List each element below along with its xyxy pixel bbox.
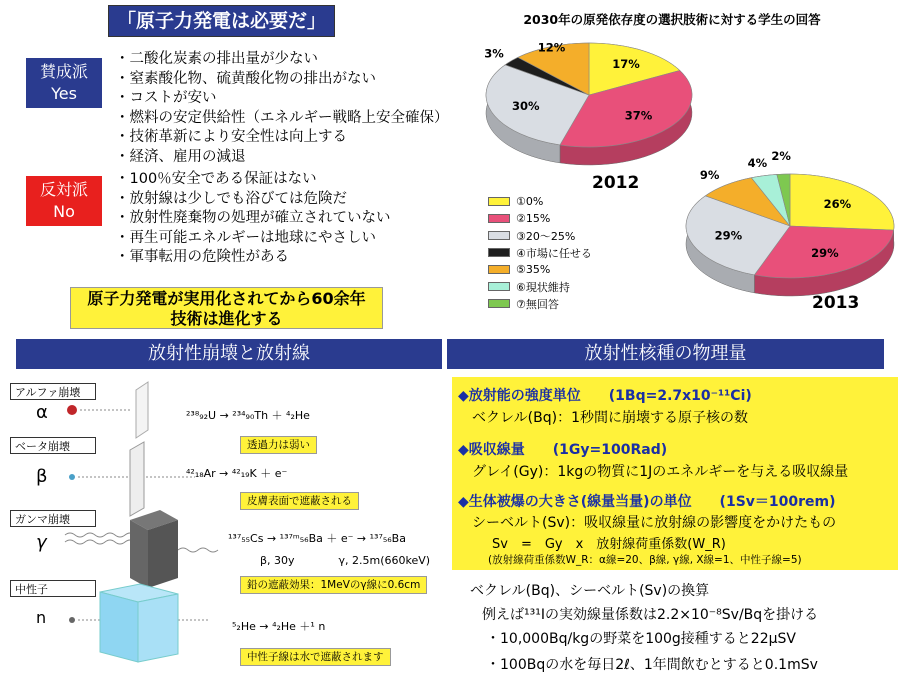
legend-swatch: [488, 299, 510, 308]
legend-item: [488, 227, 592, 244]
lead-block-front: [148, 520, 178, 588]
pie-label: 12%: [537, 40, 566, 55]
water-block-left: [100, 592, 138, 662]
yes-list: [115, 50, 449, 168]
legend-swatch: [488, 265, 510, 274]
legend-label: ⑤35%: [516, 263, 551, 276]
lead-block-left: [130, 520, 148, 588]
gamma-note: 鉛の遮蔽効果：1MeVのγ線に0.6cm: [240, 576, 427, 594]
right-section-header: 放射性核種の物理量: [447, 339, 884, 369]
dose-equivalent-title: ◆生体被爆の大きさ(線量当量)の単位 (1Sv＝100rem): [458, 494, 836, 510]
pie-label: 17%: [612, 56, 640, 71]
legend-label: ④市場に任せる: [516, 246, 592, 260]
conversion-title: ベクレル(Bq)、シーベルト(Sv)の換算: [470, 583, 710, 599]
no-label-jp: 反対派: [39, 180, 88, 199]
aluminium-shield: [130, 442, 144, 516]
legend-swatch: [488, 248, 510, 257]
legend-label: ⑥現状維持: [516, 280, 570, 294]
legend-item: [488, 295, 592, 312]
beta-label: ベータ崩壊: [10, 437, 96, 454]
pie-label: 29%: [714, 228, 743, 243]
legend-swatch: [488, 282, 510, 291]
list-item: ・放射性廃棄物の処理が確立されていない: [115, 210, 391, 227]
neutron-label: 中性子: [10, 580, 96, 597]
conversion-vegetable: ・10,000Bq/kgの野菜を100g接種すると22μSV: [486, 631, 796, 647]
alpha-label: アルファ崩壊: [10, 383, 96, 400]
legend-item: [488, 261, 592, 278]
chart-title: 2030年の原発依存度の選択肢術に対する学生の回答: [523, 12, 821, 27]
legend-item: [488, 193, 592, 210]
legend-item: [488, 244, 592, 261]
beta-particle: [69, 474, 75, 480]
legend-item: [488, 210, 592, 227]
yes-tag: [26, 58, 102, 108]
water-block-front: [138, 594, 178, 662]
pie-label: 3%: [484, 46, 504, 61]
list-item: ・技術革新により安全性は向上する: [115, 129, 347, 146]
list-item: ・コストが安い: [115, 90, 217, 107]
list-item: ・窒素酸化物、硫黄酸化物の排出がない: [115, 70, 376, 87]
yes-label-en: Yes: [51, 84, 77, 103]
conversion-example: 例えば¹³¹Iの実効線量係数は2.2×10⁻⁸Sv/Bqを掛ける: [482, 607, 819, 623]
year-2012: 2012: [592, 173, 640, 193]
pie-2013: [686, 149, 894, 296]
legend-swatch: [488, 231, 510, 240]
pie-label: 26%: [823, 197, 852, 212]
pie-label: 9%: [699, 167, 720, 182]
alpha-symbol: α: [36, 402, 48, 423]
list-item: ・軍事転用の危険性がある: [115, 249, 289, 266]
pie-label: 2%: [771, 148, 791, 163]
gray-definition: グレイ(Gy)：1kgの物質に1Jのエネルギーを与える吸収線量: [458, 464, 849, 480]
legend-label: ⑦無回答: [516, 297, 559, 311]
gamma-equation-2: β, 30y γ, 2.5m(660keV): [260, 554, 431, 567]
pie-label: 30%: [511, 99, 540, 114]
becquerel-definition: ベクレル(Bq)：1秒間に崩壊する原子核の数: [458, 410, 748, 426]
sievert-definition: シーベルト(Sv)：吸収線量に放射線の影響度をかけたもの: [458, 515, 837, 531]
legend: [488, 193, 592, 312]
summary-box: [70, 287, 383, 329]
absorbed-dose-title: ◆吸収線量 (1Gy=100Rad): [458, 442, 668, 458]
legend-label: ①0%: [516, 195, 544, 208]
gamma-wave-out: [178, 548, 218, 552]
neutron-symbol: n: [36, 608, 47, 627]
legend-label: ③20～25%: [516, 229, 576, 243]
pie-label: 37%: [624, 108, 653, 123]
list-item: ・経済、雇用の減退: [115, 148, 246, 165]
summary-line2: 技術は進化する: [170, 309, 283, 328]
sievert-formula: Sv = Gy x 放射線荷重係数(W_R): [492, 537, 726, 552]
legend-label: ②15%: [516, 212, 551, 225]
pie-label: 4%: [747, 156, 768, 171]
page-title: 「原子力発電は必要だ」: [108, 5, 335, 37]
decay-diagram: [60, 380, 240, 670]
gamma-symbol: γ: [36, 532, 47, 553]
list-item: ・二酸化炭素の排出量が少ない: [115, 51, 318, 67]
beta-note: 皮膚表面で遮蔽される: [240, 492, 359, 510]
neutron-particle: [69, 617, 75, 623]
legend-item: [488, 278, 592, 295]
summary-line1: 原子力発電が実用化されてから60余年: [87, 289, 366, 308]
weighting-factors: (放射線荷重係数W_R：α線=20、β線, γ線, X線=1、中性子線=5): [488, 554, 802, 566]
activity-unit-title: ◆放射能の強度単位 (1Bq=2.7x10⁻¹¹Ci): [458, 388, 752, 404]
no-tag: [26, 176, 102, 226]
physics-box: [452, 377, 898, 570]
list-item: ・燃料の安定供給性（エネルギー戦略上安全確保）: [115, 109, 449, 126]
list-item: ・100％安全である保証はない: [115, 171, 317, 187]
pie-2012: [484, 41, 692, 165]
conversion-water: ・100Bqの水を毎日2ℓ、1年間飲むとすると0.1mSv: [486, 657, 818, 673]
gamma-wave-in: [65, 540, 135, 544]
neutron-equation: ⁵₂He → ⁴₂He ＋¹ n: [232, 620, 326, 633]
alpha-particle: [67, 405, 77, 415]
alpha-note: 透過力は弱い: [240, 436, 317, 454]
no-label-en: No: [53, 202, 75, 221]
gamma-equation: ¹³⁷₅₅Cs → ¹³⁷ᵐ₅₆Ba ＋ e⁻ → ¹³⁷₅₆Ba: [228, 532, 406, 545]
no-list: [115, 170, 391, 268]
beta-symbol: β: [36, 466, 48, 487]
paper-shield: [136, 382, 148, 438]
neutron-note: 中性子線は水で遮蔽されます: [240, 648, 391, 666]
legend-swatch: [488, 214, 510, 223]
beta-equation: ⁴²₁₈Ar → ⁴²₁₉K ＋ e⁻: [186, 467, 288, 480]
list-item: ・再生可能エネルギーは地球にやさしい: [115, 229, 376, 246]
left-section-header: 放射性崩壊と放射線: [16, 339, 442, 369]
list-item: ・放射線は少しでも浴びては危険だ: [115, 190, 347, 207]
gamma-label: ガンマ崩壊: [10, 510, 96, 527]
pie-label: 29%: [811, 246, 839, 261]
year-2013: 2013: [812, 293, 860, 313]
yes-label-jp: 賛成派: [39, 62, 88, 81]
legend-swatch: [488, 197, 510, 206]
gamma-wave-in: [65, 533, 135, 537]
alpha-equation: ²³⁸₉₂U → ²³⁴₉₀Th ＋ ⁴₂He: [186, 409, 310, 422]
